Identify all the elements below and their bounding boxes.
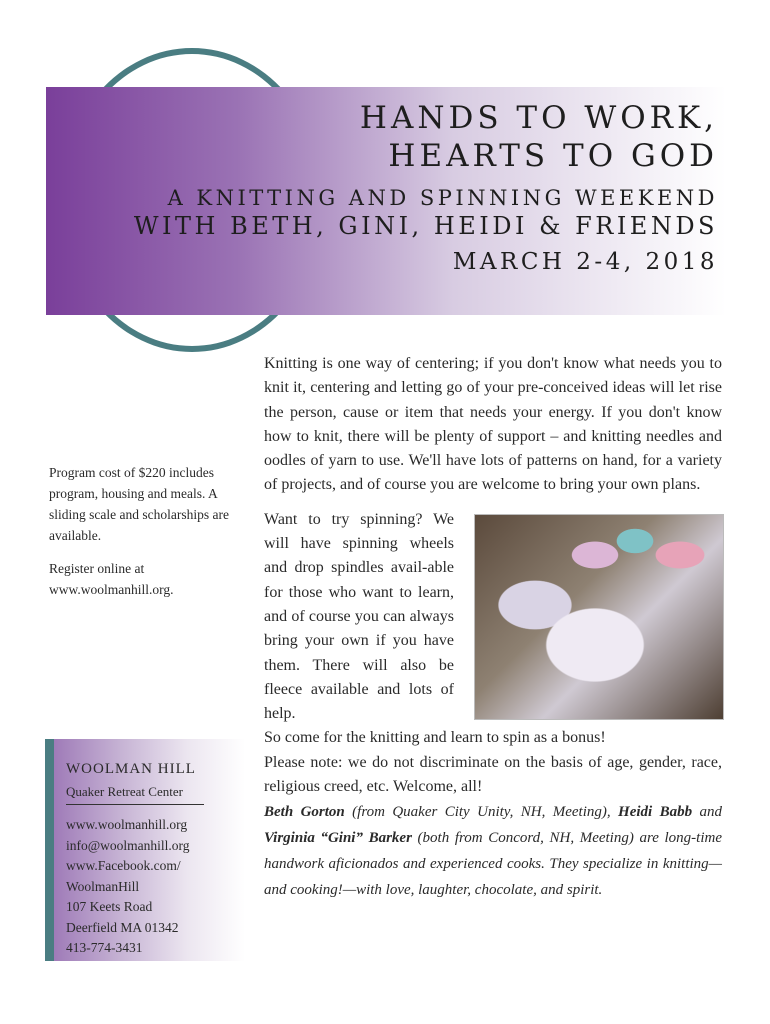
- intro-paragraph: Knitting is one way of centering; if you don't know what needs you to knit it, centering and letting go of your pre-conceived ideas will let rise the person, cause or item that needs your energy. If you don't know how to knit, there will be plenty of support – and knitting needles and oodles of yarn to use. We'll have lots of patterns on hand, for a variety of projects, and of course you are welcome to bring your own plans.: [264, 355, 722, 494]
- closing-line: So come for the knitting and learn to spin as a bonus!: [264, 729, 606, 747]
- address-line-2: Deerfield MA 01342: [66, 919, 179, 935]
- email-link[interactable]: info@woolmanhill.org: [66, 837, 190, 853]
- website-link[interactable]: www.woolmanhill.org: [66, 817, 188, 832]
- title-banner: [46, 87, 726, 315]
- org-subtitle: Quaker Retreat Center: [66, 782, 204, 805]
- subtitle-line-1: A KNITTING AND SPINNING WEEKEND: [167, 186, 718, 210]
- phone-number: 413-774-3431: [66, 940, 143, 955]
- event-dates: MARCH 2-4, 2018: [452, 249, 718, 275]
- host-name-gini: Virginia “Gini” Barker: [264, 830, 412, 847]
- knitting-photo: [474, 514, 724, 720]
- hosts-bio: Beth Gorton (from Quaker City Unity, NH, Meeting), Heidi Babb and Virginia “Gini” Barker (both from Concord, NH, Meeting) are long-time handwork aficionados and experienced cooks. They specialize in knitting—and cooking!—with love, laughter, chocolate, and spirit.: [264, 804, 723, 899]
- host-name-heidi: Heidi Babb: [618, 804, 693, 821]
- address-line-1: 107 Keets Road: [66, 899, 153, 914]
- subtitle-line-2: WITH BETH, GINI, HEIDI & FRIENDS: [133, 212, 718, 240]
- nondiscrimination-note: Please note: we do not discriminate on the basis of age, gender, race, religious creed, etc. Welcome, all!: [264, 753, 722, 796]
- title-line-1: HANDS TO WORK,: [359, 100, 718, 136]
- host-name-beth: Beth Gorton: [264, 804, 345, 821]
- sidebar-info: [49, 462, 239, 612]
- spinning-paragraph: Want to try spinning? We will have spinning wheels and drop spindles avail-able for those who want to learn, and of course you can always bring your own if you have them. There will also be fleece available and lots of help.: [264, 510, 454, 723]
- title-line-2: HEARTS TO GOD: [388, 138, 718, 174]
- spinning-section: [264, 508, 722, 727]
- main-content: [264, 352, 722, 903]
- register-text: Register online at www.woolmanhill.org.: [49, 561, 174, 597]
- program-cost-text: Program cost of $220 includes program, housing and meals. A sliding scale and scholarships are available.: [49, 465, 229, 543]
- org-name: WOOLMAN HILL: [66, 761, 196, 777]
- facebook-link[interactable]: www.Facebook.com/ WoolmanHill: [66, 858, 181, 894]
- contact-box: [45, 739, 245, 961]
